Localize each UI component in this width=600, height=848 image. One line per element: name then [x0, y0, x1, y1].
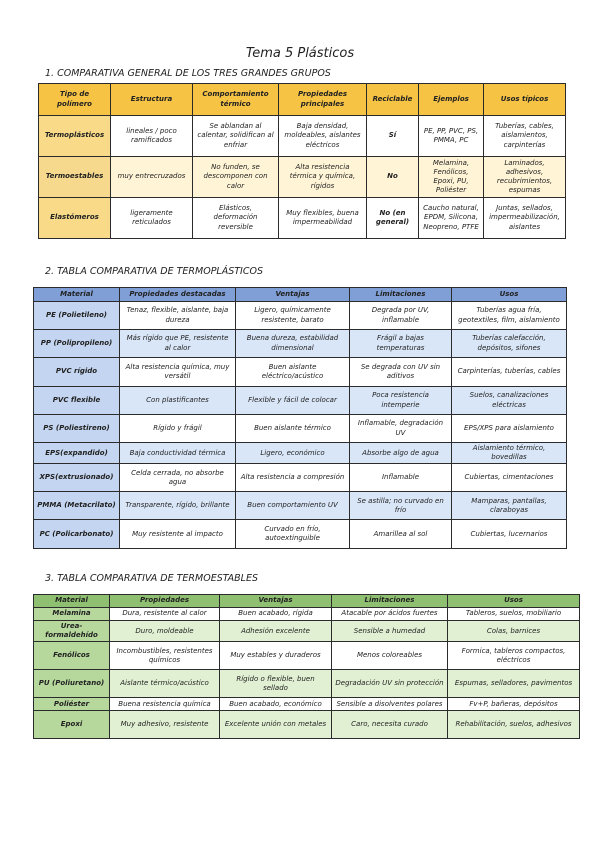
document-title: Tema 5 Plásticos: [245, 46, 355, 61]
table-row: [34, 492, 567, 520]
table-cell: Espumas, selladores, pavimentos: [448, 670, 580, 698]
row-header-cell: PS (Poliestireno): [34, 415, 120, 443]
row-header-cell: Termoestables: [39, 157, 111, 198]
table-cell: Buena dureza, estabilidad dimensional: [236, 330, 350, 358]
header-cell: Ventajas: [220, 595, 332, 608]
table-cell: Alta resistencia química, muy versátil: [120, 358, 236, 387]
table-cell: Sensible a disolventes polares: [332, 698, 448, 711]
row-header-cell: PP (Polipropileno): [34, 330, 120, 358]
table-cell: Tableros, suelos, mobiliario: [448, 608, 580, 621]
table-cell: Sensible a humedad: [332, 621, 448, 642]
table-cell: Tuberías, cables, aislamientos, carpinterías: [484, 116, 566, 157]
table-cell: Buen acabado, rígida: [220, 608, 332, 621]
table-cell: Buen aislante eléctrico/acústico: [236, 358, 350, 387]
table-cell: No (en general): [367, 198, 419, 239]
table-cell: Elásticos, deformación reversible: [193, 198, 279, 239]
row-header-cell: Melamina: [34, 608, 110, 621]
table-thermoplastics: [33, 287, 567, 549]
table-cell: Tuberías calefacción, depósitos, sifones: [452, 330, 567, 358]
table-cell: Carpinterías, tuberías, cables: [452, 358, 567, 387]
table-cell: Curvado en frío, autoextinguible: [236, 520, 350, 549]
table-cell: Caro, necesita curado: [332, 711, 448, 739]
table-cell: No funden, se descomponen con calor: [193, 157, 279, 198]
row-header-cell: Elastómeros: [39, 198, 111, 239]
table-cell: Frágil a bajas temperaturas: [350, 330, 452, 358]
table-cell: Baja densidad, moldeables, aislantes eléctricos: [279, 116, 367, 157]
header-cell: Estructura: [111, 84, 193, 116]
header-cell: Propiedades principales: [279, 84, 367, 116]
table-cell: Buena resistencia química: [110, 698, 220, 711]
table-row: [34, 621, 580, 642]
table-cell: Ligero, económico: [236, 443, 350, 464]
table-cell: Buen aislante térmico: [236, 415, 350, 443]
section-heading-1: 1. COMPARATIVA GENERAL DE LOS TRES GRANDES GRUPOS: [45, 68, 331, 79]
table-row: [34, 520, 567, 549]
table-cell: Muy adhesivo, resistente: [110, 711, 220, 739]
table-thermosets: [33, 594, 580, 739]
header-cell: Comportamiento térmico: [193, 84, 279, 116]
table-cell: Muy resistente al impacto: [120, 520, 236, 549]
header-cell: Propiedades destacadas: [120, 288, 236, 302]
table-cell: Se astilla; no curvado en frío: [350, 492, 452, 520]
table-cell: Cubiertas, cimentaciones: [452, 464, 567, 492]
header-cell: Usos típicos: [484, 84, 566, 116]
header-cell: Ventajas: [236, 288, 350, 302]
row-header-cell: PC (Policarbonato): [34, 520, 120, 549]
table-cell: Baja conductividad térmica: [120, 443, 236, 464]
table-cell: Formica, tableros compactos, eléctricos: [448, 642, 580, 670]
table-cell: Aislante térmico/acústico: [110, 670, 220, 698]
row-header-cell: Fenólicos: [34, 642, 110, 670]
table-cell: Mamparas, pantallas, claraboyas: [452, 492, 567, 520]
table-cell: Sí: [367, 116, 419, 157]
table-cell: Con plastificantes: [120, 387, 236, 415]
table-cell: Degradación UV sin protección: [332, 670, 448, 698]
table-cell: Rígido y frágil: [120, 415, 236, 443]
table-cell: Juntas, sellados, impermeabilización, aislantes: [484, 198, 566, 239]
table-row: [34, 642, 580, 670]
row-header-cell: PMMA (Metacrilato): [34, 492, 120, 520]
table-row: [34, 608, 580, 621]
table-cell: Incombustibles, resistentes químicos: [110, 642, 220, 670]
header-cell: Limitaciones: [350, 288, 452, 302]
table-cell: Inflamable: [350, 464, 452, 492]
table-cell: Adhesión excelente: [220, 621, 332, 642]
table-cell: Duro, moldeable: [110, 621, 220, 642]
table-header-row: [39, 84, 566, 116]
header-cell: Tipo de polímero: [39, 84, 111, 116]
table-row: [34, 330, 567, 358]
row-header-cell: Poliéster: [34, 698, 110, 711]
table-row: [39, 198, 566, 239]
table-row: [34, 698, 580, 711]
table-cell: Tenaz, flexible, aislante, baja dureza: [120, 302, 236, 330]
table-cell: Se degrada con UV sin aditivos: [350, 358, 452, 387]
table-cell: Caucho natural, EPDM, Silicona, Neopreno, PTFE: [419, 198, 484, 239]
table-cell: Rígido o flexible, buen sellado: [220, 670, 332, 698]
table-row: [34, 302, 567, 330]
row-header-cell: Epoxi: [34, 711, 110, 739]
header-cell: Material: [34, 288, 120, 302]
table-header-row: [34, 595, 580, 608]
header-cell: Limitaciones: [332, 595, 448, 608]
header-cell: Material: [34, 595, 110, 608]
table-cell: Flexible y fácil de colocar: [236, 387, 350, 415]
table-cell: EPS/XPS para aislamiento: [452, 415, 567, 443]
table-cell: Menos coloreables: [332, 642, 448, 670]
table-cell: Buen acabado, económico: [220, 698, 332, 711]
table-row: [34, 415, 567, 443]
table-cell: Celda cerrada, no absorbe agua: [120, 464, 236, 492]
table-cell: Poca resistencia intemperie: [350, 387, 452, 415]
row-header-cell: Termoplásticos: [39, 116, 111, 157]
table-cell: Amarillea al sol: [350, 520, 452, 549]
table-cell: muy entrecruzados: [111, 157, 193, 198]
table-general-comparison: [38, 83, 566, 239]
header-cell: Usos: [452, 288, 567, 302]
row-header-cell: EPS(expandido): [34, 443, 120, 464]
table-cell: Suelos, canalizaciones eléctricas: [452, 387, 567, 415]
table-row: [34, 358, 567, 387]
table-cell: Colas, barnices: [448, 621, 580, 642]
table-cell: Se ablandan al calentar, solidifican al enfriar: [193, 116, 279, 157]
row-header-cell: Urea-formaldehído: [34, 621, 110, 642]
row-header-cell: PE (Polietileno): [34, 302, 120, 330]
table-header-row: [34, 288, 567, 302]
row-header-cell: PVC rígido: [34, 358, 120, 387]
table-cell: Dura, resistente al calor: [110, 608, 220, 621]
table-cell: Excelente unión con metales: [220, 711, 332, 739]
table-cell: Absorbe algo de agua: [350, 443, 452, 464]
table-cell: Alta resistencia a compresión: [236, 464, 350, 492]
table-cell: Tuberías agua fría, geotextiles, film, aislamiento: [452, 302, 567, 330]
table-cell: Más rígido que PE, resistente al calor: [120, 330, 236, 358]
table-cell: ligeramente reticulados: [111, 198, 193, 239]
section-heading-2: 2. TABLA COMPARATIVA DE TERMOPLÁSTICOS: [45, 266, 264, 277]
table-cell: Ligero, químicamente resistente, barato: [236, 302, 350, 330]
row-header-cell: PVC flexible: [34, 387, 120, 415]
table-cell: Buen comportamiento UV: [236, 492, 350, 520]
header-cell: Ejemplos: [419, 84, 484, 116]
header-cell: Reciclable: [367, 84, 419, 116]
table-row: [34, 387, 567, 415]
table-cell: Muy estables y duraderos: [220, 642, 332, 670]
row-header-cell: PU (Poliuretano): [34, 670, 110, 698]
table-cell: Laminados, adhesivos, recubrimientos, espumas: [484, 157, 566, 198]
table-row: [39, 116, 566, 157]
table-cell: Rehabilitación, suelos, adhesivos: [448, 711, 580, 739]
table-row: [34, 711, 580, 739]
table-row: [39, 157, 566, 198]
table-cell: Atacable por ácidos fuertes: [332, 608, 448, 621]
table-cell: Transparente, rígido, brillante: [120, 492, 236, 520]
header-cell: Usos: [448, 595, 580, 608]
table-cell: Degrada por UV, inflamable: [350, 302, 452, 330]
table-cell: lineales / poco ramificados: [111, 116, 193, 157]
table-cell: Muy flexibles, buena impermeabilidad: [279, 198, 367, 239]
table-cell: Inflamable, degradación UV: [350, 415, 452, 443]
table-cell: Cubiertas, lucernarios: [452, 520, 567, 549]
table-cell: PE, PP, PVC, PS, PMMA, PC: [419, 116, 484, 157]
table-cell: Melamina, Fenólicos, Epoxi, PU, Poliéster: [419, 157, 484, 198]
header-cell: Propiedades: [110, 595, 220, 608]
table-row: [34, 443, 567, 464]
table-cell: Alta resistencia térmica y química, rígidos: [279, 157, 367, 198]
table-cell: No: [367, 157, 419, 198]
section-heading-3: 3. TABLA COMPARATIVA DE TERMOESTABLES: [45, 573, 259, 584]
table-row: [34, 464, 567, 492]
table-cell: Fv+P, bañeras, depósitos: [448, 698, 580, 711]
table-row: [34, 670, 580, 698]
row-header-cell: XPS(extrusionado): [34, 464, 120, 492]
table-cell: Aislamiento térmico, bovedillas: [452, 443, 567, 464]
